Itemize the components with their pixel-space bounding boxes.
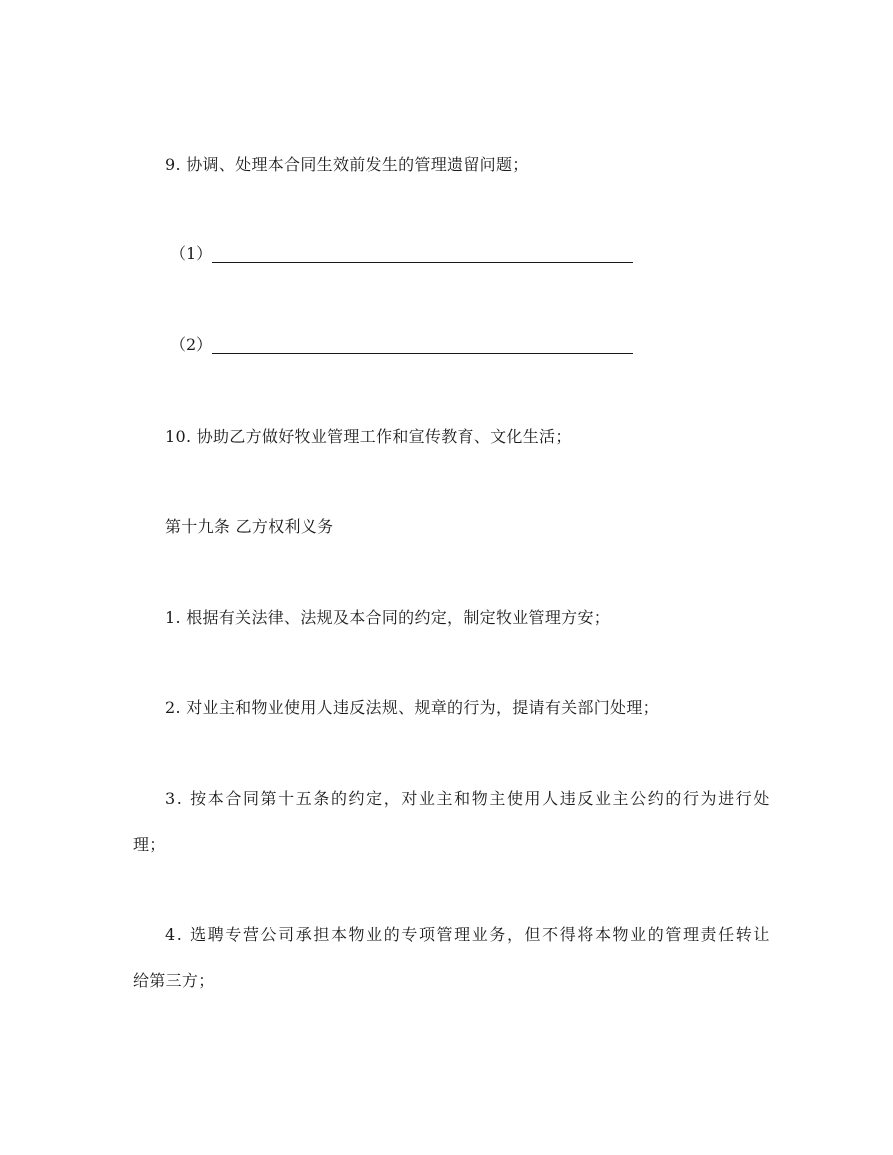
rights-item-2: 2. 对业主和物业使用人违反法规、规章的行为，提请有关部门处理； <box>165 698 659 717</box>
rights-item-3-line-2: 理； <box>133 835 166 854</box>
rights-item-3-line-1: 3. 按本合同第十五条的约定，对业主和物主使用人违反业主公约的行为进行处 <box>165 789 771 808</box>
blank-1-label: （1） <box>170 244 213 263</box>
rights-item-1: 1. 根据有关法律、法规及本合同的约定，制定牧业管理方安； <box>165 608 611 627</box>
article-19-heading: 第十九条 乙方权利义务 <box>165 517 334 536</box>
fill-in-blank-1 <box>170 243 640 267</box>
blank-2-label: （2） <box>170 335 213 354</box>
clause-item-9: 9. 协调、处理本合同生效前发生的管理遗留问题； <box>165 155 529 174</box>
fill-in-blank-2 <box>170 334 640 358</box>
blank-1-underline <box>212 262 633 263</box>
clause-item-10: 10. 协助乙方做好牧业管理工作和宣传教育、文化生活； <box>165 427 572 446</box>
rights-item-4-line-2: 给第三方； <box>133 971 215 990</box>
rights-item-4-line-1: 4. 选聘专营公司承担本物业的专项管理业务，但不得将本物业的管理责任转让 <box>165 925 771 944</box>
blank-2-underline <box>212 353 633 354</box>
